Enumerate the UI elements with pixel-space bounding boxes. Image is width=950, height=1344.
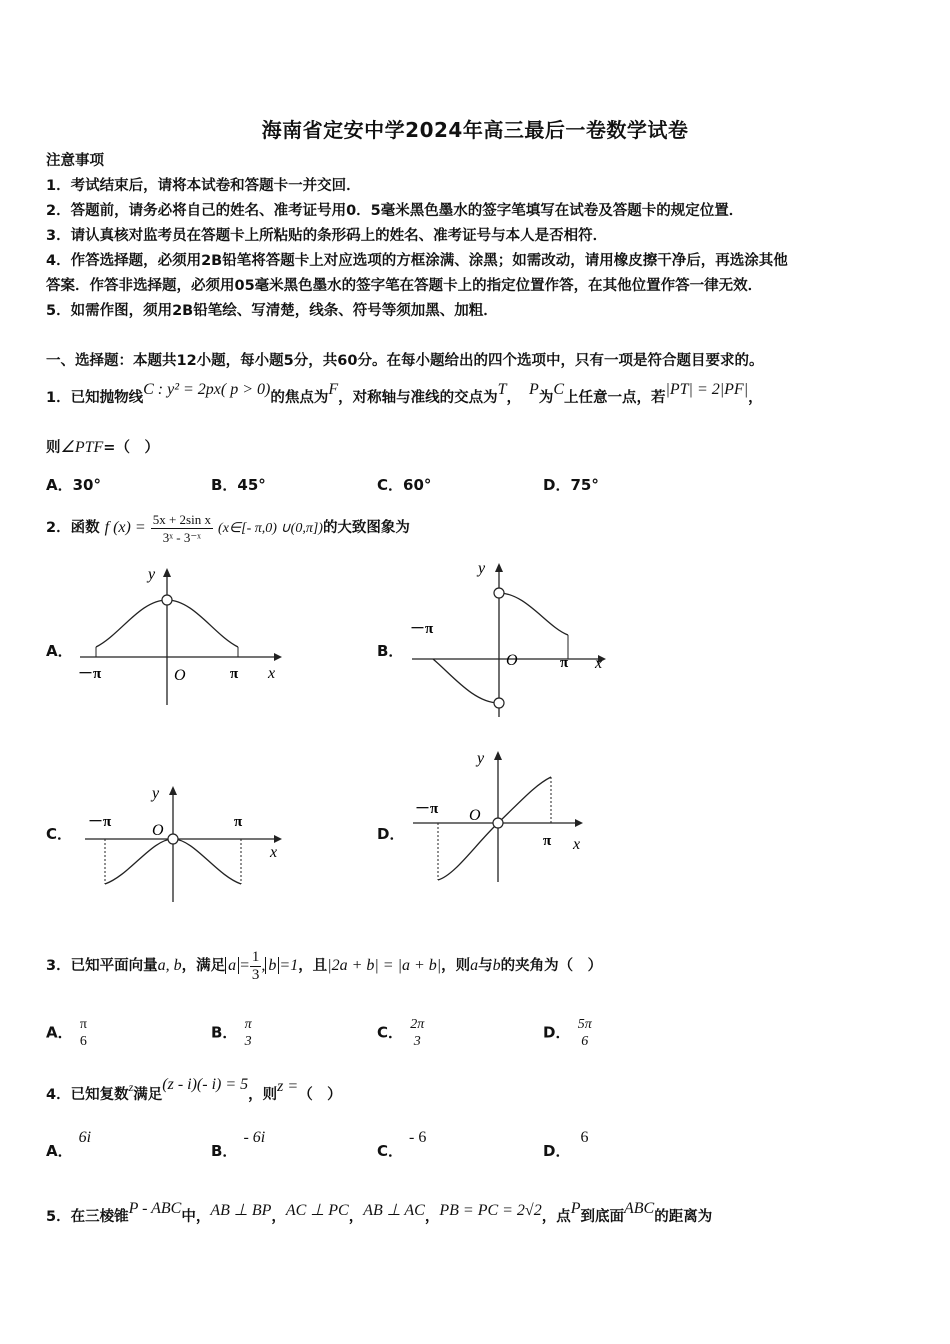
question-5 [46, 1200, 713, 1228]
function-curve-left [433, 659, 499, 703]
q4-text: ，则 [248, 1087, 278, 1103]
function-curve [438, 777, 551, 880]
q5-tetrahedron: P - ABC [128, 1200, 182, 1217]
q3-text: 的夹角为（ ） [500, 958, 603, 974]
question-1 [46, 381, 763, 409]
q3-option-a [46, 1016, 89, 1050]
q3-one-third [250, 949, 262, 984]
q2-denominator: 3ˣ - 3⁻ˣ [162, 529, 201, 545]
origin-label: O [506, 652, 518, 669]
q5-text: ， [424, 1209, 440, 1225]
y-label: y [477, 750, 485, 767]
frac-den: 6 [581, 1034, 589, 1049]
option-value: 6i [78, 1129, 92, 1146]
option-label: A． [46, 1142, 73, 1160]
pi-label: π [560, 655, 569, 671]
frac-num: 2π [410, 1017, 425, 1032]
q1-point-t: T [497, 381, 507, 398]
q2-text: 的大致图象为 [322, 520, 410, 536]
x-label: x [270, 844, 278, 861]
option-label: B． [211, 1142, 238, 1160]
q4-option-d [543, 1129, 589, 1161]
option-label: D． [543, 1142, 571, 1160]
neg-pi-label: －π [88, 814, 112, 830]
q2-stem: 2．函数 [46, 520, 100, 536]
frac-num: π [79, 1017, 87, 1032]
notice-item: 答案．作答非选择题，必须用05毫米黑色墨水的签字笔在答题卡上的指定位置作答，在其他位置作答一律无效． [46, 278, 763, 294]
notice-item: 1．考试结束后，请将本试卷和答题卡一并交回． [46, 178, 361, 194]
q3-condition: |2a + b| = |a + b| [327, 957, 442, 974]
y-axis-arrow-icon [169, 786, 177, 795]
q2-option-c-label: C． [46, 825, 73, 843]
origin-label: O [174, 667, 186, 684]
q5-condition: PB = PC = 2√2 [439, 1202, 542, 1219]
q4-z-eq: z = [277, 1078, 299, 1095]
q2-function-name: f (x) = [104, 519, 146, 536]
function-curve-right [499, 593, 568, 635]
q5-point-p: P [570, 1200, 581, 1217]
option-value: 6 [580, 1129, 589, 1146]
x-axis-arrow-icon [274, 653, 282, 661]
x-axis-arrow-icon [274, 835, 282, 843]
open-point-top [494, 588, 504, 598]
neg-pi-label: －π [415, 801, 439, 817]
q1-focus: F [328, 381, 339, 398]
frac-num: π [244, 1017, 252, 1032]
q3-option-b [211, 1016, 254, 1050]
q3-eq: =1 [279, 957, 299, 974]
q1-text: 为 [538, 390, 554, 406]
q4-text: （ ） [298, 1087, 342, 1103]
q4-option-b [211, 1129, 266, 1161]
y-axis-arrow-icon [163, 568, 171, 577]
open-point [162, 595, 172, 605]
q1-condition: |PT| = 2|PF| [665, 381, 749, 398]
pi-label: π [543, 833, 552, 849]
q4-option-c [377, 1129, 427, 1161]
q1-line-2 [46, 437, 159, 459]
q2-option-d-label: D． [377, 825, 405, 843]
y-label: y [152, 785, 160, 802]
q3-abs-a: a [225, 957, 239, 974]
q3-a: a [470, 957, 479, 974]
q2-domain: (x∈[- π,0) ∪(0,π]) [218, 521, 323, 536]
x-label: x [573, 836, 581, 853]
q3-comma: , [261, 957, 266, 974]
y-label: y [478, 560, 486, 577]
q5-condition: AB ⊥ BP [210, 1202, 272, 1219]
frac-den: 3 [413, 1034, 421, 1049]
option-label: D． [543, 1023, 571, 1042]
q5-text: ， [271, 1209, 286, 1225]
q2-graph-c [80, 780, 295, 905]
q1-option-a: A．30° [46, 476, 101, 494]
q1-text: 则 [46, 440, 61, 456]
q2-option-a-label: A． [46, 642, 73, 660]
option-label: C． [377, 1023, 404, 1042]
q1-text: 的焦点为 [270, 390, 329, 406]
option-fraction [576, 1016, 594, 1050]
q3-vectors: a, b [157, 957, 182, 974]
q1-parabola-expr: C : y² = 2px( p > 0) [143, 381, 271, 398]
q5-condition: AB ⊥ AC [363, 1202, 425, 1219]
q5-condition: AC ⊥ PC [285, 1202, 349, 1219]
q1-text: 上任意一点，若 [563, 390, 666, 406]
q3-text: ，满足 [181, 958, 226, 974]
neg-pi-label: －π [410, 621, 434, 637]
q5-text: ， [348, 1209, 364, 1225]
option-label: B． [211, 1023, 238, 1042]
q5-text: 的距离为 [654, 1209, 713, 1225]
origin-label: O [152, 822, 164, 839]
q3-abs-b: b [265, 957, 279, 974]
q1-option-c: C．60° [377, 476, 432, 494]
frac-den: 6 [79, 1034, 87, 1049]
q4-z: z [128, 1080, 134, 1094]
option-label: A． [46, 1023, 73, 1042]
section-heading: 一、选择题：本题共12小题，每小题5分，共60分。在每小题给出的四个选项中，只有一项是符合题目要求的。 [46, 353, 764, 369]
pi-label: π [230, 666, 239, 682]
q1-angle: ∠PTF [60, 439, 104, 456]
option-fraction [408, 1016, 426, 1050]
notice-heading: 注意事项 [46, 153, 104, 169]
q3-text: ，且 [298, 958, 328, 974]
question-4 [46, 1076, 342, 1106]
notice-item: 5．如需作图，须用2B铅笔绘、写清楚，线条、符号等须加黑、加粗． [46, 303, 498, 319]
q3-option-d [543, 1016, 594, 1050]
q1-option-d: D．75° [543, 476, 599, 494]
option-fraction [243, 1016, 254, 1050]
q1-curve-c: C [553, 381, 564, 398]
q3-option-c [377, 1016, 426, 1050]
y-axis-arrow-icon [494, 751, 502, 760]
q3-eq: = [239, 957, 250, 974]
notice-item: 2．答题前，请务必将自己的姓名、准考证号用0．5毫米黑色墨水的签字笔填写在试卷及答题卡的规定位置． [46, 203, 744, 219]
q2-option-b-label: B． [377, 642, 404, 660]
q1-text: ，对称轴与准线的交点为 [338, 390, 498, 406]
q1-text: =（ ） [103, 440, 159, 456]
origin-label: O [469, 807, 481, 824]
q5-stem: 5．在三棱锥 [46, 1209, 129, 1225]
q4-equation: (z - i)(- i) = 5 [162, 1076, 249, 1093]
q3-stem: 3．已知平面向量 [46, 958, 158, 974]
pi-label: π [234, 814, 243, 830]
option-label: C． [377, 1142, 404, 1160]
q5-text: 中， [181, 1209, 211, 1225]
page-title: 海南省定安中学2024年高三最后一卷数学试卷 [261, 118, 689, 142]
q2-numerator: 5x + 2sin x [152, 511, 211, 527]
frac-den: 3 [244, 1034, 252, 1049]
neg-pi-label: －π [78, 666, 102, 682]
q5-text: 到底面 [580, 1209, 624, 1225]
q5-text: ，点 [541, 1209, 571, 1225]
question-3 [46, 944, 602, 988]
q4-option-a [46, 1129, 92, 1161]
option-fraction [78, 1016, 89, 1050]
option-value: - 6i [243, 1129, 266, 1146]
notice-item: 3．请认真核对监考员在答题卡上所粘贴的条形码上的姓名、准考证号与本人是否相符． [46, 228, 608, 244]
q3-frac-den: 3 [251, 966, 260, 983]
option-value: - 6 [409, 1129, 427, 1146]
q4-text: 满足 [133, 1087, 163, 1103]
y-label: y [148, 566, 156, 583]
q1-stem: 1．已知抛物线 [46, 390, 144, 406]
q3-text: ，则 [441, 958, 471, 974]
y-axis-arrow-icon [495, 563, 503, 572]
q3-text: 与 [478, 958, 493, 974]
notice-item: 4．作答选择题，必须用2B铅笔将答题卡上对应选项的方框涂满、涂黑；如需改动，请用橡皮擦干净后，再选涂其他 [46, 253, 788, 269]
q2-fraction [151, 511, 213, 546]
x-label: x [595, 655, 603, 672]
q2-graph-d [405, 745, 595, 885]
x-label: x [268, 665, 276, 682]
open-point [493, 818, 503, 828]
frac-num: 5π [577, 1017, 592, 1032]
q3-b: b [492, 957, 501, 974]
q4-stem: 4．已知复数 [46, 1087, 129, 1103]
q5-base: ABC [624, 1200, 655, 1217]
x-axis-arrow-icon [575, 819, 583, 827]
open-point [168, 834, 178, 844]
q1-point-p: P [529, 381, 539, 398]
q1-option-b: B．45° [211, 476, 266, 494]
q1-text: ， [506, 390, 522, 406]
q1-text: ， [748, 390, 763, 406]
q3-frac-num: 1 [251, 948, 260, 965]
open-point-bottom [494, 698, 504, 708]
question-2 [46, 510, 410, 547]
q2-graph-a [70, 560, 290, 710]
q2-graph-b [402, 555, 617, 720]
